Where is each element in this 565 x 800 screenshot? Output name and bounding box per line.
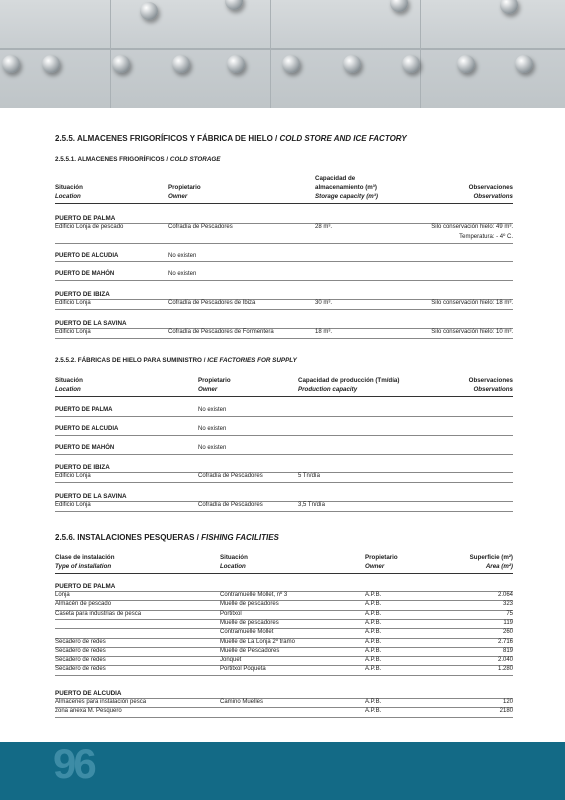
subsection-title-2-5-5-2: 2.5.5.2. FÁBRICAS DE HIELO PARA SUMINISTRO / ICE FACTORIES FOR SUPPLY xyxy=(55,357,297,364)
metal-panel xyxy=(0,0,111,108)
rivet-icon xyxy=(2,55,20,73)
cell-loc: Jonquet xyxy=(220,657,242,664)
cell-area: 2180 xyxy=(499,708,513,715)
cell-owner: Cofradía de Pescadores de Formentera xyxy=(168,329,274,335)
table-row xyxy=(55,299,513,308)
cell-owner: A.P.B. xyxy=(365,619,382,626)
table-row xyxy=(55,638,513,647)
table-row xyxy=(55,707,513,716)
cell-area: 2.716 xyxy=(497,638,513,645)
header-area: Superficie (m²) xyxy=(469,554,513,561)
cell-owner: Cofradía de Pescadores xyxy=(198,473,263,479)
port-heading: PUERTO DE ALCUDIA xyxy=(55,426,119,432)
cell-owner: A.P.B. xyxy=(365,657,382,664)
cell-area: 120 xyxy=(502,699,513,705)
cell-type: Secadero de redes xyxy=(55,657,106,664)
divider xyxy=(55,416,513,417)
cell-loc: Muelle de Pescadores xyxy=(220,647,280,654)
table-row xyxy=(55,501,513,510)
rivet-icon xyxy=(42,55,60,73)
cell-observations: Silo conservación hielo: 10 m³. xyxy=(431,329,513,335)
table-row xyxy=(55,600,513,609)
cell-type: Almacenes para instalación pesca xyxy=(55,699,147,705)
header-owner: Propietario xyxy=(168,184,201,191)
header-owner-en: Owner xyxy=(365,563,385,570)
cell-location: Edificio Lonja xyxy=(55,502,91,508)
header-owner: Propietario xyxy=(365,554,398,561)
cell-owner: A.P.B. xyxy=(365,708,382,715)
cell-observations: Silo conservación hielo: 49 m³. xyxy=(431,224,513,230)
cell-type: Secadero de redes xyxy=(55,647,106,654)
divider xyxy=(55,396,513,397)
table-row xyxy=(55,252,513,261)
cell-owner: A.P.B. xyxy=(365,601,382,608)
cell-note: No existen xyxy=(198,445,227,451)
page-number: 96 xyxy=(53,740,94,787)
cell-owner: Cofradía de Pescadores xyxy=(168,224,233,230)
header-owner-en: Owner xyxy=(168,193,188,200)
divider xyxy=(55,280,513,281)
cell-area: 323 xyxy=(502,601,513,608)
port-heading: PUERTO DE LA SAVINA xyxy=(55,320,127,327)
header-location: Situación xyxy=(220,554,248,561)
rivet-icon xyxy=(112,55,130,73)
header-observations: Observaciones xyxy=(468,184,513,191)
port-heading: PUERTO DE IBIZA xyxy=(55,291,110,298)
cell-note: No existen xyxy=(168,271,197,277)
header-capacity-en: Storage capacity (m³) xyxy=(315,193,378,200)
divider xyxy=(55,454,513,455)
cell-loc: Muelle de La Lonja 2º tramo xyxy=(220,638,295,645)
section-title-2-5-6: 2.5.6. INSTALACIONES PESQUERAS / FISHING FACILITIES xyxy=(55,533,279,542)
metal-panel xyxy=(270,0,421,108)
port-heading: PUERTO DE LA SAVINA xyxy=(55,493,127,500)
header-capacity: Capacidad de xyxy=(315,175,356,182)
port-heading: PUERTO DE ALCUDIA xyxy=(55,690,122,697)
port-heading: PUERTO DE IBIZA xyxy=(55,464,110,471)
port-heading: PUERTO DE MAHÓN xyxy=(55,445,115,451)
port-heading: PUERTO DE PALMA xyxy=(55,407,113,413)
divider xyxy=(55,338,513,339)
cell-owner: A.P.B. xyxy=(365,638,382,645)
port-heading: PUERTO DE PALMA xyxy=(55,583,116,590)
cell-observations: Temperatura: - 4º C. xyxy=(459,234,513,240)
cell-owner: A.P.B. xyxy=(365,647,382,654)
table-row xyxy=(55,698,513,707)
header-observations: Observaciones xyxy=(468,377,513,384)
cell-owner: A.P.B. xyxy=(365,666,382,673)
cell-capacity: 30 m³. xyxy=(315,300,333,306)
table-row xyxy=(55,591,513,600)
table-row xyxy=(55,472,513,481)
divider xyxy=(55,675,513,676)
rivet-icon xyxy=(343,55,361,73)
header-capacity-en: Production capacity xyxy=(298,386,358,393)
cell-note: No existen xyxy=(168,253,197,259)
rivet-icon xyxy=(227,55,245,73)
divider xyxy=(55,717,513,718)
cell-location: Edificio Lonja xyxy=(55,300,91,306)
header-area-en: Area (m²) xyxy=(485,563,513,570)
table-row xyxy=(55,425,513,434)
cell-loc: Portitxol xyxy=(220,610,242,617)
cell-owner: Cofradía de Pescadores de Ibiza xyxy=(168,300,256,306)
cell-location: Edificio Lonja de pescado xyxy=(55,224,124,230)
divider xyxy=(55,482,513,483)
cell-type: Lonja xyxy=(55,592,70,598)
table-row xyxy=(55,233,513,242)
rivet-icon xyxy=(515,55,533,73)
cell-loc: Contramuelle Mollet xyxy=(220,629,274,636)
header-observations-en: Observations xyxy=(473,193,513,200)
cell-loc: Muelle de pescadores xyxy=(220,619,279,626)
table-row xyxy=(55,665,513,674)
header-capacity: almacenamiento (m³) xyxy=(315,184,377,191)
cell-loc: Contramuelle Mollet, nº 3 xyxy=(220,592,288,598)
header-capacity: Capacidad de producción (Tm/día) xyxy=(298,377,400,384)
divider xyxy=(55,309,513,310)
rivet-icon xyxy=(140,2,158,20)
cell-loc: Camino Muelles xyxy=(220,699,264,705)
cell-area: 75 xyxy=(506,610,513,617)
rivet-icon xyxy=(402,55,420,73)
cell-owner: A.P.B. xyxy=(365,699,382,705)
table-row xyxy=(55,656,513,665)
cell-owner: A.P.B. xyxy=(365,610,382,617)
header-location: Situación xyxy=(55,184,83,191)
cell-location: Edificio Lonja xyxy=(55,329,91,335)
cell-owner: Cofradía de Pescadores xyxy=(198,502,263,508)
table-row xyxy=(55,610,513,619)
cell-observations: Silo conservación hielo: 18 m³. xyxy=(431,300,513,306)
header-owner: Propietario xyxy=(198,377,231,384)
cell-type: Secadero de redes xyxy=(55,666,106,673)
cell-location: Edificio Lonja xyxy=(55,473,91,479)
table-row xyxy=(55,223,513,232)
rivet-icon xyxy=(457,55,475,73)
header-location: Situación xyxy=(55,377,83,384)
cell-area: 260 xyxy=(502,629,513,636)
table-row xyxy=(55,647,513,656)
metal-panel xyxy=(110,0,271,108)
cell-type: Caseta para industrias de pesca xyxy=(55,610,142,617)
divider xyxy=(55,203,513,204)
rivet-icon xyxy=(172,55,190,73)
cell-capacity: 3,5 Tn/día xyxy=(298,502,325,508)
cell-area: 819 xyxy=(502,647,513,654)
cell-type: Almacén de pescado xyxy=(55,601,112,608)
cell-area: 2.040 xyxy=(497,657,513,664)
cell-loc: Portitxol Poqueta xyxy=(220,666,266,673)
header-metal-banner xyxy=(0,0,565,108)
header-location-en: Location xyxy=(220,563,246,570)
cell-area: 2.064 xyxy=(497,592,513,598)
header-type: Clase de instalación xyxy=(55,554,115,561)
cell-owner: A.P.B. xyxy=(365,592,382,598)
cell-note: No existen xyxy=(198,426,227,432)
header-location-en: Location xyxy=(55,193,81,200)
table-row xyxy=(55,619,513,628)
header-type-en: Type of installation xyxy=(55,563,112,570)
cell-owner: A.P.B. xyxy=(365,629,382,636)
divider xyxy=(55,435,513,436)
header-observations-en: Observations xyxy=(473,386,513,393)
rivet-icon xyxy=(282,55,300,73)
table-row xyxy=(55,270,513,279)
cell-type: Secadero de redes xyxy=(55,638,106,645)
divider xyxy=(55,243,513,244)
cell-capacity: 5 Tn/día xyxy=(298,473,320,479)
rivet-icon xyxy=(500,0,518,14)
section-title-2-5-5: 2.5.5. ALMACENES FRIGORÍFICOS Y FÁBRICA DE HIELO / COLD STORE AND ICE FACTORY xyxy=(55,134,407,143)
metal-seam xyxy=(0,48,565,50)
table-row xyxy=(55,444,513,453)
table-row xyxy=(55,328,513,337)
cell-capacity: 28 m³. xyxy=(315,224,333,230)
subsection-title-2-5-5-1: 2.5.5.1. ALMACENES FRIGORÍFICOS / COLD STORAGE xyxy=(55,156,221,163)
cell-area: 1.280 xyxy=(497,666,513,673)
cell-loc: Muelle de pescadores xyxy=(220,601,279,608)
port-heading: PUERTO DE ALCUDIA xyxy=(55,253,119,259)
cell-area: 119 xyxy=(503,619,513,626)
cell-capacity: 18 m³. xyxy=(315,329,333,335)
divider xyxy=(55,261,513,262)
table-row xyxy=(55,628,513,637)
header-owner-en: Owner xyxy=(198,386,218,393)
divider xyxy=(55,511,513,512)
port-heading: PUERTO DE MAHÓN xyxy=(55,271,115,277)
cell-type: zona anexa M. Pesquero xyxy=(55,708,122,715)
cell-note: No existen xyxy=(198,407,227,413)
table-row xyxy=(55,406,513,415)
port-heading: PUERTO DE PALMA xyxy=(55,215,116,222)
divider xyxy=(55,573,513,574)
header-location-en: Location xyxy=(55,386,81,393)
